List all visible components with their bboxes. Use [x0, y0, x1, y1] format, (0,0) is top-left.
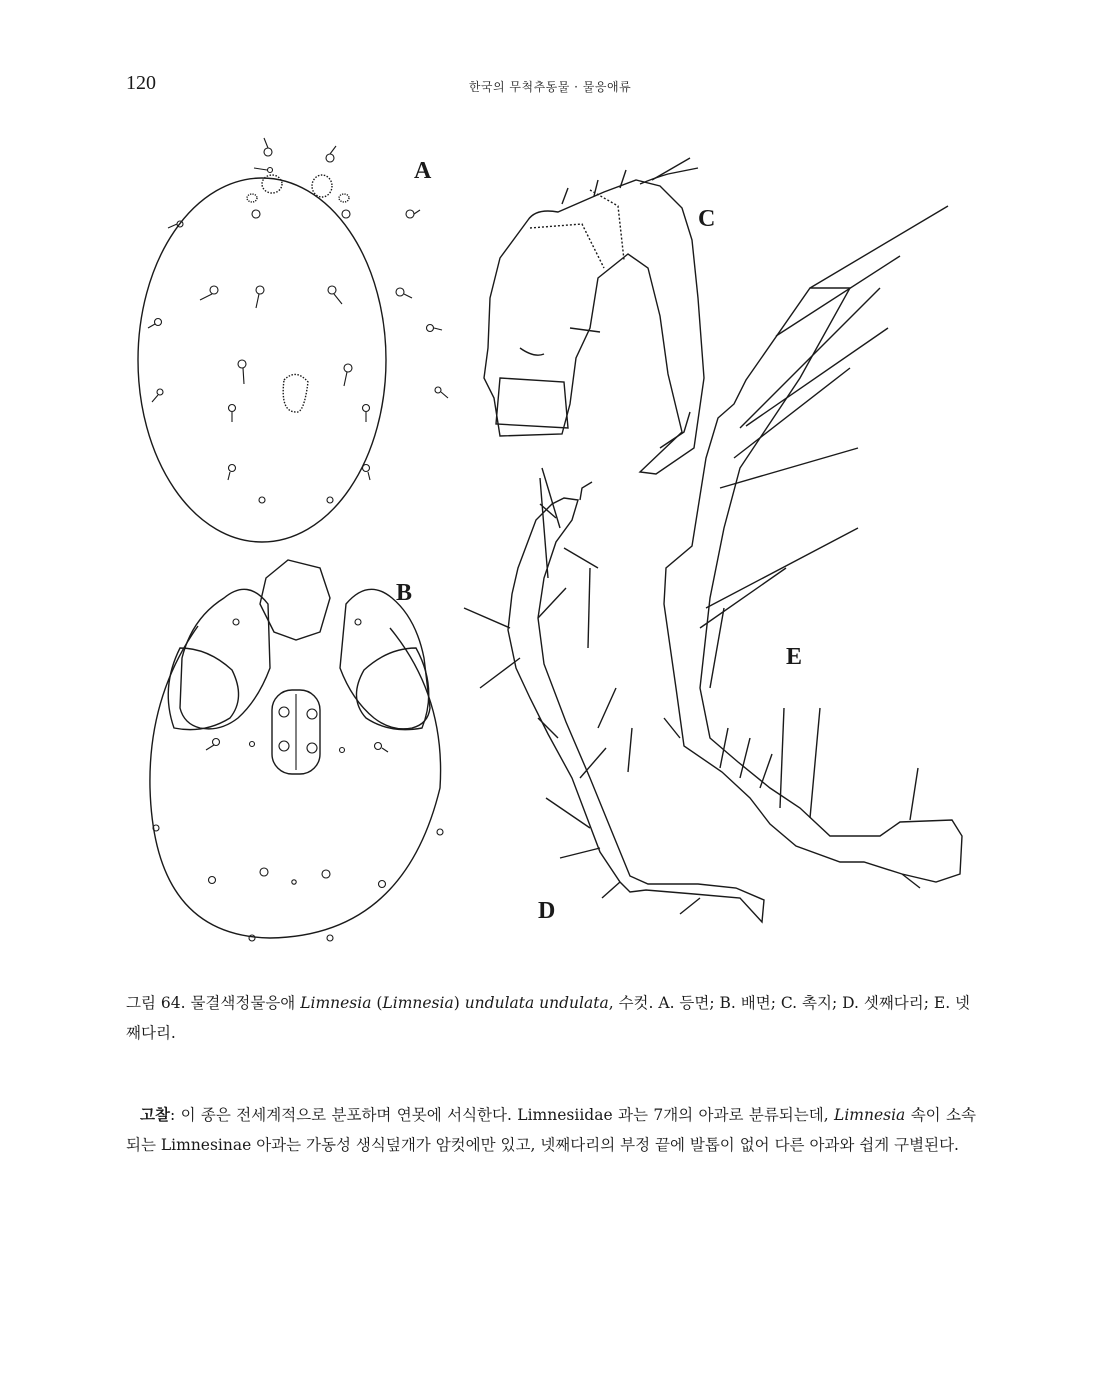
caption-paren-close: )	[453, 994, 465, 1012]
remarks-heading: 고찰	[140, 1105, 170, 1124]
panel-d-third-leg	[464, 468, 764, 922]
caption-paren-open: (	[371, 994, 383, 1012]
remarks-part2: 속이 소속되는 Limnesinae 아과는 가동성 생식덮개가 암컷에만 있고, 넷째다리의 부정 끝에 발톱이 없어 다른 아과와 쉽게 구별된다.	[126, 1106, 976, 1154]
panel-label-d: D	[538, 898, 556, 924]
running-header: 한국의 무척추동물 · 물응애류	[468, 80, 632, 94]
caption-genus: Limnesia	[300, 994, 372, 1012]
remarks-part1: : 이 종은 전세계적으로 분포하며 연못에 서식한다. Limnesiidae 과는 7개의 아과로 분류되는데,	[169, 1106, 835, 1124]
panel-a-dorsal-view	[138, 138, 448, 542]
panel-e-fourth-leg	[664, 206, 962, 888]
figure-64	[120, 128, 990, 958]
panel-label-b: B	[396, 580, 413, 606]
remarks-paragraph	[126, 1100, 976, 1160]
panel-b-ventral-view	[150, 560, 443, 941]
figure-drawing	[120, 128, 990, 958]
caption-rest: , 수컷. A. 등면; B. 배면; C. 촉지; D. 셋째다리; E. 넷째다리.	[126, 994, 971, 1042]
figure-caption	[126, 988, 976, 1048]
panel-label-e: E	[786, 644, 803, 670]
panel-label-c: C	[698, 206, 716, 232]
page-number: 120	[126, 72, 156, 94]
panel-label-a: A	[414, 158, 432, 184]
panel-c-palp	[484, 158, 704, 474]
caption-species: undulata undulata	[464, 994, 609, 1012]
caption-subgenus: Limnesia	[382, 994, 454, 1012]
remarks-genus: Limnesia	[834, 1106, 906, 1124]
caption-prefix: 그림 64. 물결색정물응애	[126, 994, 301, 1012]
